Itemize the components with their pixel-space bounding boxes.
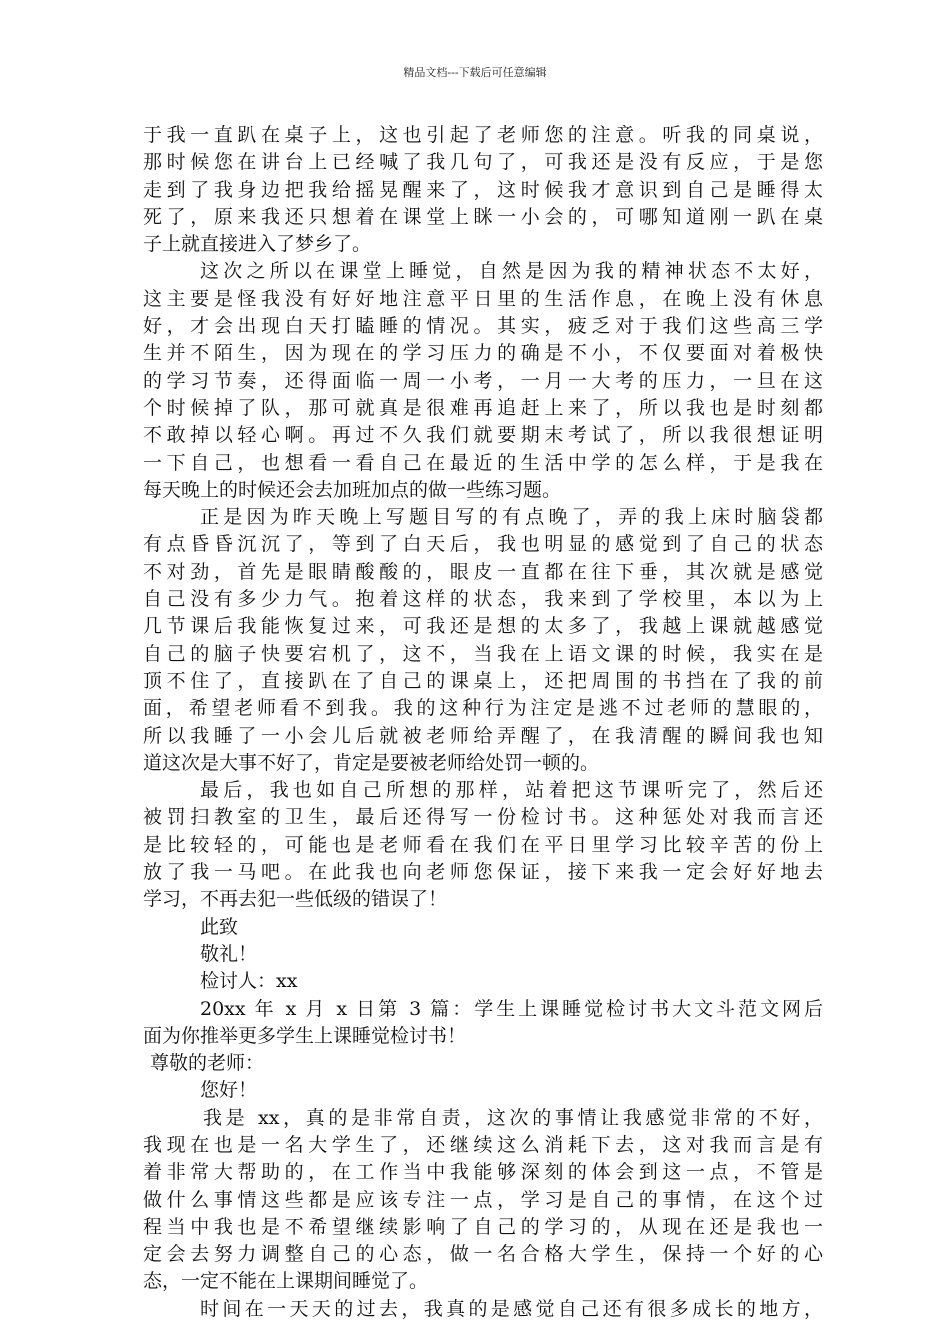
text-line: 有点昏昏沉沉了，等到了白天后，我也明显的感觉到了自己的状态 xyxy=(143,533,823,556)
text-line: 这主要是怪我没有好好地注意平日里的生活作息，在晚上没有休息 xyxy=(143,287,823,310)
text-line: 个时候掉了队，那可就真是很难再追赶上来了，所以我也是时刻都 xyxy=(143,396,823,419)
text-line: 所以我睡了一小会儿后就被老师给弄醒了，在我清醒的瞬间我也知 xyxy=(143,724,823,747)
page-header: 精品文档---下载后可任意编辑 xyxy=(403,66,547,79)
paragraph-start-line: 最后，我也如自己所想的那样，站着把这节课听完了，然后还 xyxy=(200,779,823,802)
paragraph-start-line: 我是 xx，真的是非常自责，这次的事情让我感觉非常的不好， xyxy=(203,1106,823,1129)
text-line: 不敢掉以轻心啊。再过不久我们就要期末考试了，所以我很想证明 xyxy=(143,424,823,447)
text-line: 放了我一马吧。在此我也向老师您保证，接下来我一定会好好地去 xyxy=(143,861,823,884)
text-line: 的学习节奏，还得面临一周一小考，一月一大考的压力，一旦在这 xyxy=(143,369,823,392)
text-line: 几节课后我能恢复过来，可我还是想的太多了，我越上课就越感觉 xyxy=(143,615,823,638)
paragraph-start-line: 正是因为昨天晚上写题目写的有点晚了，弄的我上床时脑袋都 xyxy=(200,506,823,529)
signature-line: 检讨人：xx xyxy=(200,970,298,993)
text-line: 是比较轻的，可能也是老师看在我们在平日里学习比较辛苦的份上 xyxy=(143,833,823,856)
text-line: 面，希望老师看不到我。我的这种行为注定是逃不过老师的慧眼的， xyxy=(143,697,823,720)
text-line: 走到了我身边把我给摇晃醒来了，这时候我才意识到自己是睡得太 xyxy=(143,178,823,201)
text-line: 道这次是大事不好了，肯定是要被老师给处罚一顿的。 xyxy=(143,751,600,774)
text-line: 顶不住了，直接趴在了自己的课桌上，还把周围的书挡在了我的前 xyxy=(143,669,823,692)
text-line: 自己没有多少力气。抱着这样的状态，我来到了学校里，本以为上 xyxy=(143,588,823,611)
text-line: 着非常大帮助的，在工作当中我能够深刻的体会到这一点，不管是 xyxy=(143,1161,823,1184)
text-line: 那时候您在讲台上已经喊了我几句了，可我还是没有反应，于是您 xyxy=(143,151,823,174)
paragraph-start-line: 这次之所以在课堂上睡觉，自然是因为我的精神状态不太好， xyxy=(200,260,823,283)
text-line: 被罚扫教室的卫生，最后还得写一份检讨书。这种惩处对我而言还 xyxy=(143,806,823,829)
text-line: 于我一直趴在桌子上，这也引起了老师您的注意。听我的同桌说， xyxy=(143,124,823,146)
text-line: 我现在也是一名大学生了，还继续这么消耗下去，这对我而言是有 xyxy=(143,1133,823,1156)
text-line: 不对劲，首先是眼睛酸酸的，眼皮一直都在往下垂，其次就是感觉 xyxy=(143,560,823,583)
text-line: 态，一定不能在上课期间睡觉了。 xyxy=(143,1270,429,1293)
text-line: 子上就直接进入了梦乡了。 xyxy=(143,233,372,256)
text-line: 每天晚上的时候还会去加班加点的做一些练习题。 xyxy=(143,478,562,501)
text-line: 做什么事情这些都是应该专注一点，学习是自己的事情，在这个过 xyxy=(143,1188,823,1211)
text-line: 死了，原来我还只想着在课堂上眯一小会的，可哪知道刚一趴在桌 xyxy=(143,205,823,228)
text-line: 一下自己，也想看一看自己在最近的生活中学的怎么样，于是我在 xyxy=(143,451,823,474)
closing-line: 敬礼！ xyxy=(200,942,258,965)
text-line: 自己的脑子快要宕机了，这不，当我在上语文课的时候，我实在是 xyxy=(143,642,823,665)
document-body xyxy=(143,122,823,1323)
closing-line: 此致 xyxy=(200,915,239,938)
date-title-line: 20xx 年 x 月 x 日第 3 篇：学生上课睡觉检讨书大文斗范文网后 xyxy=(200,997,823,1020)
text-line: 面为你推举更多学生上课睡觉检讨书！ xyxy=(143,1024,467,1047)
greeting-line: 您好！ xyxy=(200,1079,258,1102)
text-line: 学习，不再去犯一些低级的错误了！ xyxy=(143,888,448,911)
text-line: 定会去努力调整自己的心态，做一名合格大学生，保持一个好的心 xyxy=(143,1243,823,1266)
text-line: 程当中我也是不希望继续影响了自己的学习的，从现在还是我也一 xyxy=(143,1215,823,1238)
paragraph-start-line: 时间在一天天的过去，我真的是感觉自己还有很多成长的地方， xyxy=(200,1297,823,1320)
text-line: 生并不陌生，因为现在的学习压力的确是不小，不仅要面对着极快 xyxy=(143,342,823,365)
salutation-line: 尊敬的老师： xyxy=(150,1052,265,1075)
text-line: 好，才会出现白天打瞌睡的情况。其实，疲乏对于我们这些高三学 xyxy=(143,315,823,338)
